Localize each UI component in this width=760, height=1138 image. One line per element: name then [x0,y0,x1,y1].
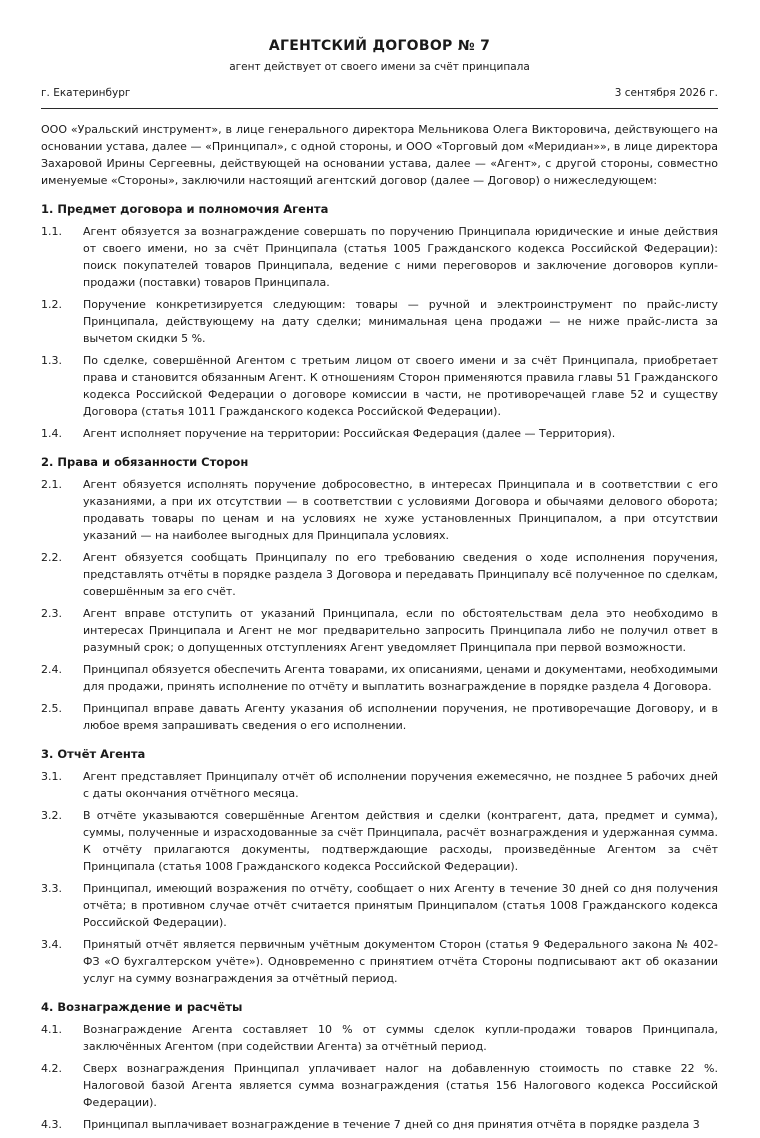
clause [41,425,718,442]
clause-number: 4.3. [41,1118,62,1131]
clause [41,296,718,347]
clause-text: Агент обязуется сообщать Принципалу по его требованию сведения о ходе исполнения поручения, представлять отчёты в порядке раздела 3 Договора и передавать Принципалу всё полученное по сделкам, совершённым за его счёт. [83,551,718,598]
section-title: 1. Предмет договора и полномочия Агента [41,202,329,216]
clause-number: 4.1. [41,1023,62,1036]
clause-number: 1.3. [41,354,62,367]
clause-text: Принципал вправе давать Агенту указания об исполнении поручения, не противоречащие Договору, и в любое время запрашивать сведения о его исполнении. [83,702,718,732]
clause-number: 2.2. [41,551,62,564]
clause [41,936,718,987]
clause-number: 3.4. [41,938,62,951]
clause-number: 1.4. [41,427,62,440]
section-title: 2. Права и обязанности Сторон [41,455,249,469]
section-title: 3. Отчёт Агента [41,747,146,761]
clause [41,352,718,420]
preamble: ООО «Уральский инструмент», в лице генерального директора Мельникова Олега Викторовича, действующего на основании устава, далее — «Принципал», с одной стороны, и ООО «Торговый дом «Меридиан»», в лице директора Захаровой Ирины Сергеевны, действующей на основании устава, далее — «Агент», с другой стороны, совместно именуемые «Стороны», заключили настоящий агентский договор (далее — Договор) о нижеследующем: [41,123,718,187]
clause-number: 3.2. [41,809,62,822]
section-title: 4. Вознаграждение и расчёты [41,1000,243,1014]
clause-number: 2.4. [41,663,62,676]
section [41,201,718,442]
clause-number: 3.3. [41,882,62,895]
sections-container [41,201,718,1133]
clause [41,1116,718,1133]
header-divider [41,108,718,109]
clause [41,807,718,875]
clause [41,700,718,734]
section [41,746,718,987]
clause [41,661,718,695]
clause-text: Принципал обязуется обеспечить Агента товарами, их описаниями, ценами и документами, необходимыми для продажи, принять исполнение по отчёту и выплатить вознаграждение в порядке раздела 4 Договора. [83,663,718,693]
clause [41,605,718,656]
clause [41,223,718,291]
section [41,454,718,734]
section [41,999,718,1133]
clause-text: Принципал, имеющий возражения по отчёту, сообщает о них Агенту в течение 30 дней со дня получения отчёта; в противном случае отчёт считается принятым Принципалом (статья 1008 Гражданского кодекса Российской Федерации). [83,882,718,929]
clause-text: Агент вправе отступить от указаний Принципала, если по обстоятельствам дела это необходимо в интересах Принципала и Агент не мог предварительно запросить Принципала либо не получил ответ в разумный срок; о допущенных отступлениях Агент уведомляет Принципала при первой возможности. [83,607,718,654]
contract-city: г. Екатеринбург [41,87,131,99]
contract-document [41,36,718,1138]
clause-number: 2.1. [41,478,62,491]
clause [41,880,718,931]
clause-number: 4.2. [41,1062,62,1075]
clause-text: Агент исполняет поручение на территории: Российская Федерация (далее — Территория). [83,427,616,440]
clause-text: Поручение конкретизируется следующим: товары — ручной и электроинструмент по прайс-листу Принципала, действующему на дату сделки; минимальная цена продажи — не ниже прайс-листа за вычетом скидки 5 %. [83,298,718,345]
clause-text: По сделке, совершённой Агентом с третьим лицом от своего имени и за счёт Принципала, приобретает права и становится обязанным Агент. К отношениям Сторон применяются правила главы 51 Гражданского кодекса Российской Федерации о договоре комиссии в части, не противоречащей главе 52 и существу Договора (статья 1011 Гражданского кодекса Российской Федерации). [83,354,718,418]
clause-text: В отчёте указываются совершённые Агентом действия и сделки (контрагент, дата, предмет и сумма), суммы, полученные и израсходованные за счёт Принципала, расчёт вознаграждения и удержанная сумма. К отчёту прилагаются документы, подтверждающие расходы, произведённые Агентом за счёт Принципала (статья 1008 Гражданского кодекса Российской Федерации). [83,809,718,873]
clause-text: Агент обязуется исполнять поручение добросовестно, в интересах Принципала и в соответствии с его указаниями, а при их отсутствии — в соответствии с условиями Договора и обычаями делового оборота; продавать товары по ценам и на условиях не хуже установленных Принципалом, а при отсутствии указаний — на наиболее выгодных для Принципала условиях. [83,478,718,542]
clause [41,1021,718,1055]
clause-text: Принятый отчёт является первичным учётным документом Сторон (статья 9 Федерального закона № 402-ФЗ «О бухгалтерском учёте»). Одновременно с принятием отчёта Стороны подписывают акт об оказании услуг на сумму вознаграждения за отчётный период. [83,938,718,985]
clause [41,768,718,802]
clause [41,476,718,544]
clause-number: 1.2. [41,298,62,311]
clause-text: Сверх вознаграждения Принципал уплачивает налог на добавленную стоимость по ставке 22 %. Налоговой базой Агента является сумма вознаграждения (статья 156 Налогового кодекса Российской Федерации). [83,1062,718,1109]
document-title: АГЕНТСКИЙ ДОГОВОР № 7 [268,38,491,54]
clause-text: Агент представляет Принципалу отчёт об исполнении поручения ежемесячно, не позднее 5 рабочих дней с даты окончания отчётного месяца. [83,770,718,800]
clause-text: Вознаграждение Агента составляет 10 % от суммы сделок купли-продажи товаров Принципала, заключённых Агентом (при содействии Агента) за отчётный период. [83,1023,718,1053]
place-date-row [41,86,718,100]
clause [41,549,718,600]
contract-date: 3 сентября 2026 г. [614,87,718,99]
clause-number: 3.1. [41,770,62,783]
clause [41,1060,718,1111]
clause-number: 1.1. [41,225,62,238]
document-subtitle: агент действует от своего имени за счёт принципала [229,61,530,73]
clause-text: Агент обязуется за вознаграждение совершать по поручению Принципала юридические и иные действия от своего имени, но за счёт Принципала (статья 1005 Гражданского кодекса Российской Федерации): поиск покупателей товаров Принципала, ведение с ними переговоров и заключение договоров купли-продажи (поставки) товаров Принципала. [83,225,718,289]
clause-number: 2.3. [41,607,62,620]
clause-number: 2.5. [41,702,62,715]
clause-text: Принципал выплачивает вознаграждение в течение 7 дней со дня принятия отчёта в порядке раздела 3 [83,1118,700,1131]
